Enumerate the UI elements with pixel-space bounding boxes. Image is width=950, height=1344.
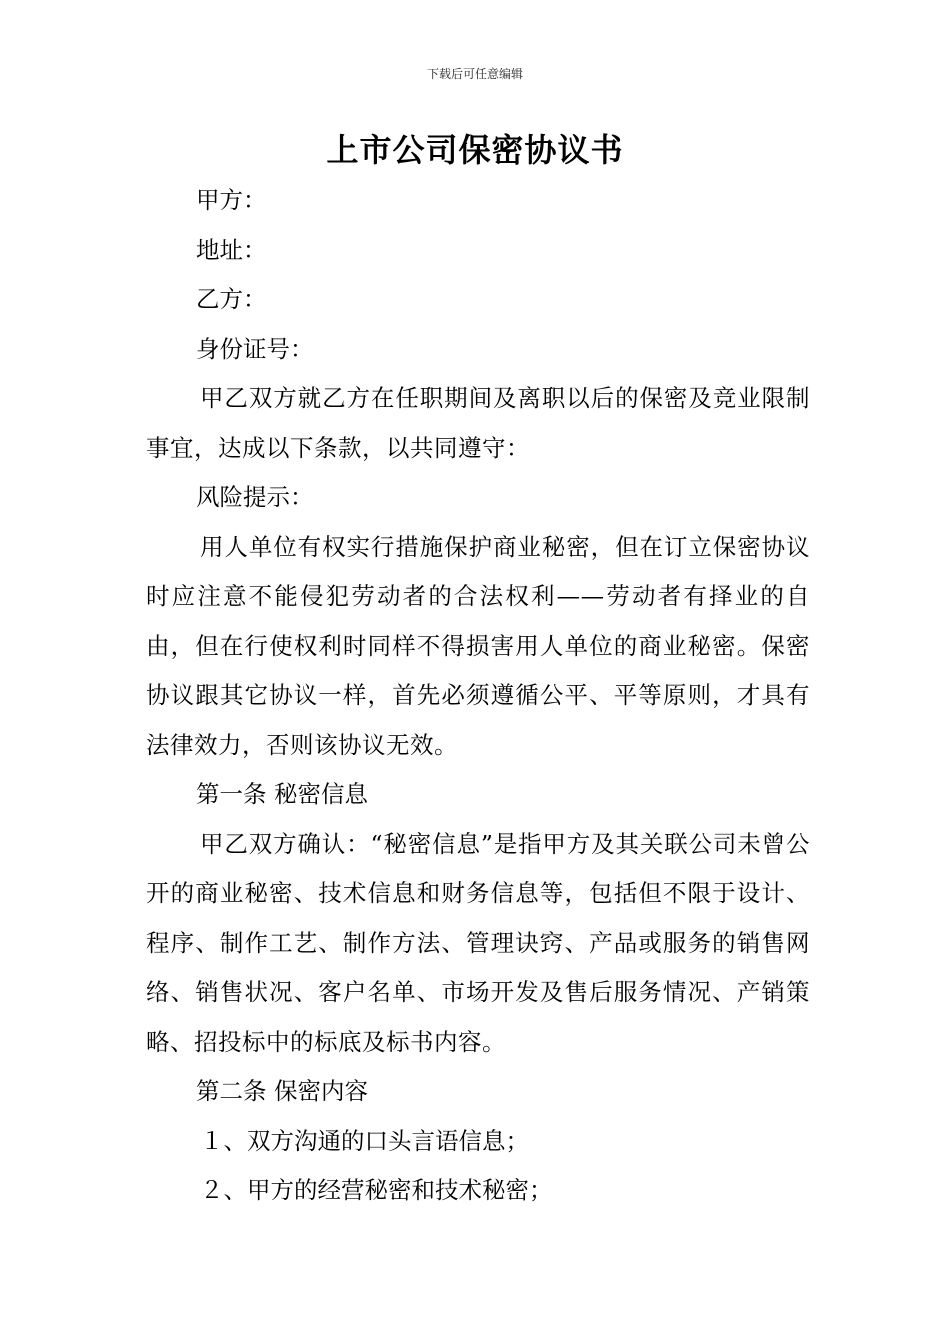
party-a-field: 甲方： [196, 186, 267, 214]
risk-paragraph: 用人单位有权实行措施保护商业秘密，但在订立保密协议时应注意不能侵犯劳动者的合法权利——劳动者有择业的自由，但在行使权利时同样不得损害用人单位的商业秘密。保密协议跟其它协议一样，首先必须遵循公平、平等原则，才具有法律效力，否则该协议无效。 [146, 532, 810, 759]
risk-heading: 风险提示： [196, 483, 314, 511]
party-b-field: 乙方： [196, 285, 267, 313]
article-1-heading: 第一条 秘密信息 [196, 780, 368, 808]
id-number-field: 身份证号： [196, 334, 314, 363]
intro-paragraph: 甲乙双方就乙方在任职期间及离职以后的保密及竞业限制事宜，达成以下条款，以共同遵守： [146, 384, 810, 462]
article-2-item: １、双方沟通的口头言语信息； [200, 1126, 529, 1155]
article-2-heading: 第二条 保密内容 [196, 1077, 368, 1105]
article-2-item: ２、甲方的经营秘密和技术秘密； [200, 1176, 553, 1204]
document-title: 上市公司保密协议书 [326, 131, 624, 169]
document-body [146, 176, 810, 1216]
article-1-paragraph: 甲乙双方确认：“秘密信息”是指甲方及其关联公司未曾公开的商业秘密、技术信息和财务信息等，包括但不限于设计、程序、制作工艺、制作方法、管理诀窍、产品或服务的销售网络、销售状况、客户名单、市场开发及售后服务情况、产销策略、招投标中的标底及标书内容。 [146, 829, 810, 1056]
header-note: 下载后可任意编辑 [426, 67, 523, 81]
address-field: 地址： [196, 235, 267, 264]
